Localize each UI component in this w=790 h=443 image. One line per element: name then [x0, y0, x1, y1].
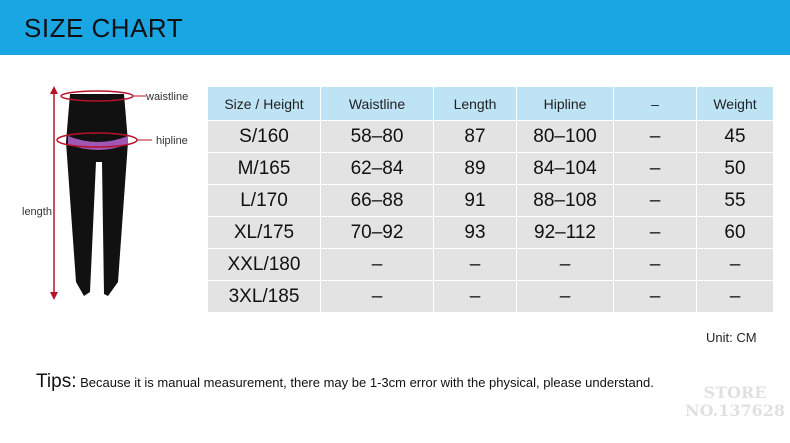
table-cell: M/165: [208, 153, 321, 185]
table-cell: –: [614, 153, 697, 185]
table-cell: 45: [697, 121, 774, 153]
table-cell: –: [697, 281, 774, 313]
table-cell: L/170: [208, 185, 321, 217]
column-header: –: [614, 87, 697, 121]
table-cell: 55: [697, 185, 774, 217]
table-cell: 92–112: [517, 217, 614, 249]
table-cell: XL/175: [208, 217, 321, 249]
table-cell: 93: [434, 217, 517, 249]
table-cell: XXL/180: [208, 249, 321, 281]
page-title: SIZE CHART: [24, 13, 184, 43]
waist-label: waistline: [146, 91, 189, 103]
column-header: Size / Height: [208, 87, 321, 121]
table-cell: –: [321, 249, 434, 281]
table-cell: 60: [697, 217, 774, 249]
table-cell: 80–100: [517, 121, 614, 153]
table-cell: 3XL/185: [208, 281, 321, 313]
table-cell: –: [517, 249, 614, 281]
unit-label: Unit: CM: [706, 330, 757, 345]
table-cell: –: [517, 281, 614, 313]
table-cell: 87: [434, 121, 517, 153]
column-header: Weight: [697, 87, 774, 121]
table-cell: 62–84: [321, 153, 434, 185]
table-cell: 50: [697, 153, 774, 185]
tips-note: [36, 371, 654, 393]
size-table: [207, 86, 774, 313]
table-row: [208, 153, 774, 185]
table-cell: –: [697, 249, 774, 281]
table-header-row: [208, 87, 774, 121]
length-arrow-top-icon: [50, 86, 58, 94]
table-row: [208, 249, 774, 281]
watermark-line: NO.137628: [685, 401, 785, 420]
table-cell: –: [614, 281, 697, 313]
table-row: [208, 185, 774, 217]
tips-text: Because it is manual measurement, there may be 1-3cm error with the physical, please understand.: [80, 375, 654, 390]
table-cell: 91: [434, 185, 517, 217]
header-banner: [0, 0, 790, 55]
table-cell: 58–80: [321, 121, 434, 153]
column-header: Hipline: [517, 87, 614, 121]
table-cell: –: [614, 121, 697, 153]
table-cell: –: [614, 217, 697, 249]
table-row: [208, 121, 774, 153]
table-cell: 89: [434, 153, 517, 185]
length-label: length: [22, 206, 52, 218]
tips-label: Tips:: [36, 371, 77, 392]
table-cell: 84–104: [517, 153, 614, 185]
table-cell: 88–108: [517, 185, 614, 217]
hip-label: hipline: [156, 135, 188, 147]
pants-silhouette: [66, 94, 128, 296]
table-cell: –: [434, 281, 517, 313]
table-cell: 66–88: [321, 185, 434, 217]
table-cell: –: [614, 185, 697, 217]
watermark-line: STORE: [703, 383, 767, 402]
store-watermark: [680, 384, 790, 420]
table-cell: –: [321, 281, 434, 313]
table-cell: S/160: [208, 121, 321, 153]
table-cell: –: [434, 249, 517, 281]
length-arrow-bottom-icon: [50, 292, 58, 300]
column-header: Length: [434, 87, 517, 121]
table-cell: 70–92: [321, 217, 434, 249]
pants-diagram: [18, 82, 198, 302]
column-header: Waistline: [321, 87, 434, 121]
table-row: [208, 217, 774, 249]
table-row: [208, 281, 774, 313]
table-cell: –: [614, 249, 697, 281]
